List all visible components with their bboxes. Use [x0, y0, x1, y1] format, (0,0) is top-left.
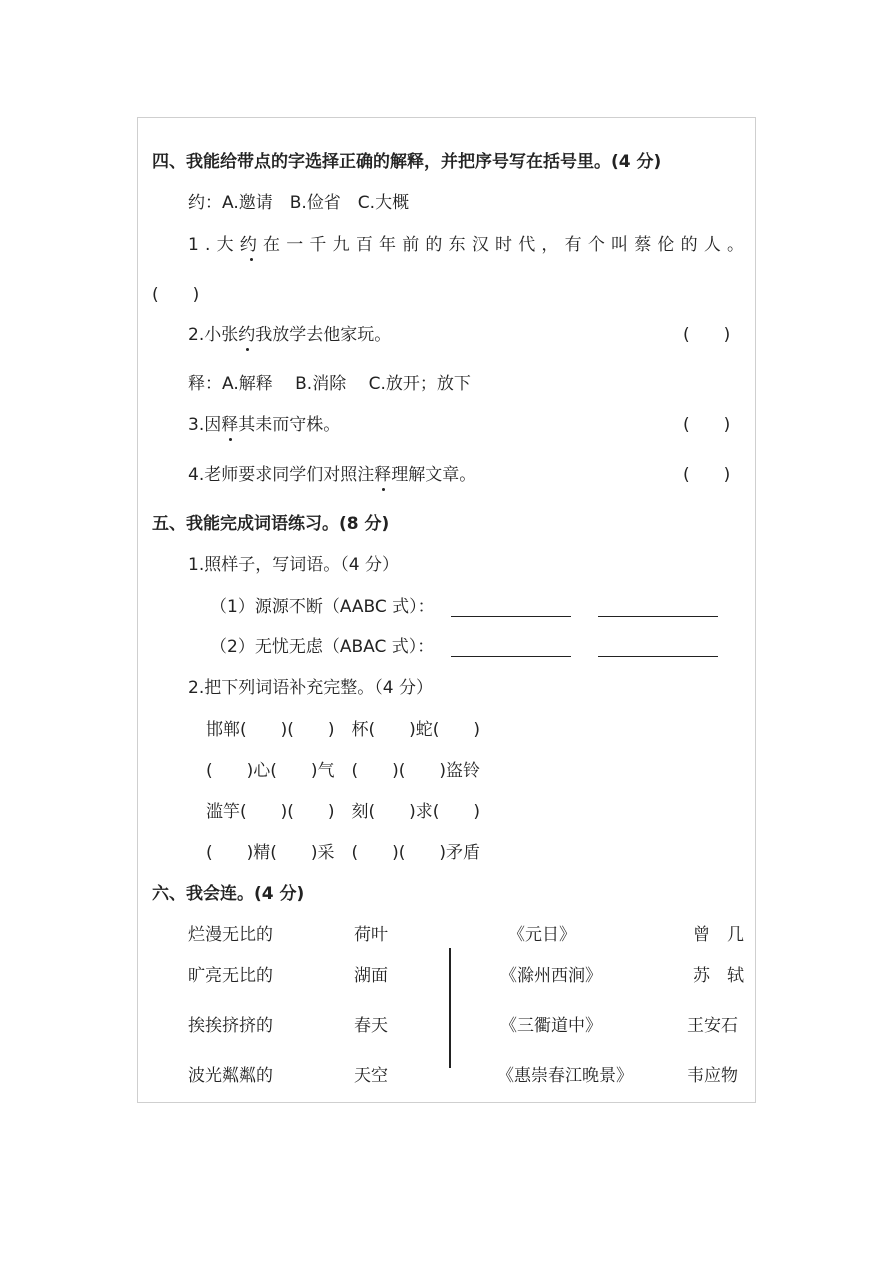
- yue-options: 约：A.邀请 B.俭省 C.大概: [188, 193, 410, 213]
- sub-question-2: 2.把下列词语补充完整。（4 分）: [188, 678, 433, 698]
- answer-paren-1[interactable]: ( ): [152, 285, 200, 305]
- dotted-char: 释: [374, 465, 392, 485]
- poet-item[interactable]: 王安石: [687, 1016, 738, 1036]
- phrase-item[interactable]: 波光粼粼的: [188, 1066, 273, 1086]
- dotted-char: 约: [238, 325, 256, 345]
- answer-line[interactable]: [598, 656, 718, 657]
- answer-line[interactable]: [451, 616, 571, 617]
- poem-item[interactable]: 《元日》: [508, 925, 576, 945]
- section5-heading: 五、我能完成词语练习。(8 分): [152, 514, 390, 534]
- dotted-char: 约: [239, 235, 264, 255]
- noun-item[interactable]: 天空: [354, 1066, 388, 1086]
- sub-question-1: 1.照样子，写词语。（4 分）: [188, 555, 399, 575]
- poem-item[interactable]: 《惠崇春江晚景》: [497, 1066, 633, 1086]
- question-2: 2.小张约我放学去他家玩。: [188, 325, 392, 345]
- phrase-item[interactable]: 旷亮无比的: [188, 966, 273, 986]
- poet-item[interactable]: 苏 轼: [693, 966, 744, 986]
- shi-options: 释：A.解释 B.消除 C.放开；放下: [188, 374, 471, 394]
- noun-item[interactable]: 春天: [354, 1016, 388, 1036]
- noun-item[interactable]: 湖面: [354, 966, 388, 986]
- answer-line[interactable]: [451, 656, 571, 657]
- phrase-item[interactable]: 烂漫无比的: [188, 925, 273, 945]
- phrase-item[interactable]: 挨挨挤挤的: [188, 1016, 273, 1036]
- poet-item[interactable]: 韦应物: [687, 1066, 738, 1086]
- answer-paren-4[interactable]: ( ): [683, 465, 731, 485]
- question-4: 4.老师要求同学们对照注释理解文章。: [188, 465, 477, 485]
- poet-item[interactable]: 曾 几: [693, 925, 744, 945]
- answer-line[interactable]: [598, 616, 718, 617]
- answer-paren-2[interactable]: ( ): [683, 325, 731, 345]
- question-3: 3.因释其耒而守株。: [188, 415, 341, 435]
- section4-heading: 四、我能给带点的字选择正确的解释，并把序号写在括号里。(4 分): [152, 152, 662, 172]
- question-1: 1.大约在一千九百年前的东汉时代，有个叫蔡伦的人。: [188, 235, 751, 255]
- poem-item[interactable]: 《滁州西涧》: [500, 966, 602, 986]
- pattern-item-2: （2）无忧无虑（ABAC 式）：: [210, 637, 435, 657]
- idiom-row-3: 滥竽( )( ) 刻( )求( ): [206, 802, 481, 822]
- idiom-row-4: ( )精( )采 ( )( )矛盾: [206, 843, 481, 863]
- noun-item[interactable]: 荷叶: [354, 925, 388, 945]
- answer-paren-3[interactable]: ( ): [683, 415, 731, 435]
- divider-line: [449, 948, 451, 1068]
- pattern-item-1: （1）源源不断（AABC 式）：: [210, 597, 435, 617]
- section6-heading: 六、我会连。(4 分): [152, 884, 305, 904]
- idiom-row-2: ( )心( )气 ( )( )盗铃: [206, 761, 481, 781]
- dotted-char: 释: [221, 415, 239, 435]
- idiom-row-1: 邯郸( )( ) 杯( )蛇( ): [206, 720, 481, 740]
- poem-item[interactable]: 《三衢道中》: [500, 1016, 602, 1036]
